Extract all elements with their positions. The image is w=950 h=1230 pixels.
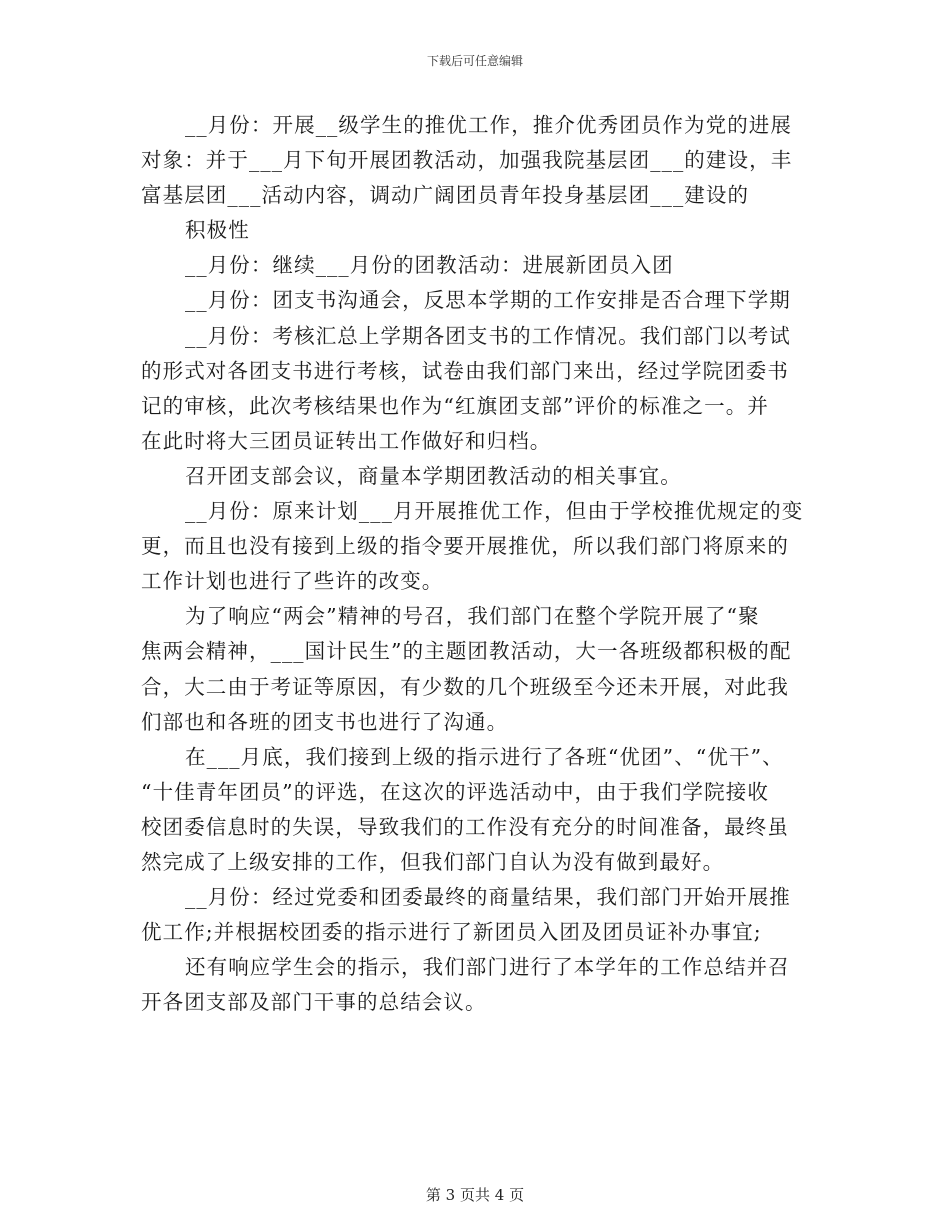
text-line: 然完成了上级安排的工作，但我们部门自认为没有做到最好。 xyxy=(141,849,725,874)
text-line: 开各团支部及部门干事的总结会议。 xyxy=(141,990,487,1015)
text-line: 积极性 xyxy=(185,218,250,243)
text-line: 工作计划也进行了些许的改变。 xyxy=(141,569,444,594)
text-line: __月份：经过党委和团委最终的商量结果，我们部门开始开展推 xyxy=(185,885,791,910)
text-line: __月份：继续___月份的团教活动：进展新团员入团 xyxy=(185,253,674,278)
text-line: 校团委信息时的失误，导致我们的工作没有充分的时间准备，最终虽 xyxy=(141,814,789,839)
text-line: 们部也和各班的团支书也进行了沟通。 xyxy=(141,709,509,734)
text-line: 焦两会精神，___国计民生”的主题团教活动，大一各班级都积极的配 xyxy=(141,639,792,664)
text-line: 在___月底，我们接到上级的指示进行了各班“优团”、“优干”、 xyxy=(185,744,784,769)
page-footer: 第 3 页共 4 页 xyxy=(425,1186,525,1204)
page-header: 下载后可任意编辑 xyxy=(426,54,523,68)
text-line: __月份：团支书沟通会，反思本学期的工作安排是否合理下学期 xyxy=(185,288,791,313)
text-line: 合，大二由于考证等原因，有少数的几个班级至今还未开展，对此我 xyxy=(141,674,789,699)
text-line: 还有响应学生会的指示，我们部门进行了本学年的工作总结并召 xyxy=(185,955,790,980)
text-line: 更，而且也没有接到上级的指令要开展推优，所以我们部门将原来的 xyxy=(141,534,789,559)
text-line: 召开团支部会议，商量本学期团教活动的相关事宜。 xyxy=(185,463,682,488)
text-line: 优工作;并根据校团委的指示进行了新团员入团及团员证补办事宜; xyxy=(141,920,762,945)
text-line: __月份：开展__级学生的推优工作，推介优秀团员作为党的进展 xyxy=(185,113,792,137)
text-line: 对象：并于___月下旬开展团教活动，加强我院基层团___的建设，丰 xyxy=(141,148,793,173)
text-line: 的形式对各团支书进行考核，试卷由我们部门来出，经过学院团委书 xyxy=(141,358,789,383)
text-line: 富基层团___活动内容，调动广阔团员青年投身基层团___建设的 xyxy=(141,183,750,208)
text-line: 为了响应“两会”精神的号召，我们部门在整个学院开展了“聚 xyxy=(185,604,760,629)
text-line: __月份：考核汇总上学期各团支书的工作情况。我们部门以考试 xyxy=(185,323,791,348)
document-body xyxy=(141,108,809,1020)
text-line: 记的审核，此次考核结果也作为“红旗团支部”评价的标准之一。并 xyxy=(141,393,769,418)
text-line: 在此时将大三团员证转出工作做好和归档。 xyxy=(141,428,552,453)
text-line: “十佳青年团员”的评选，在这次的评选活动中，由于我们学院接收 xyxy=(141,779,769,804)
text-line: __月份：原来计划___月开展推优工作，但由于学校推优规定的变 xyxy=(185,499,804,524)
